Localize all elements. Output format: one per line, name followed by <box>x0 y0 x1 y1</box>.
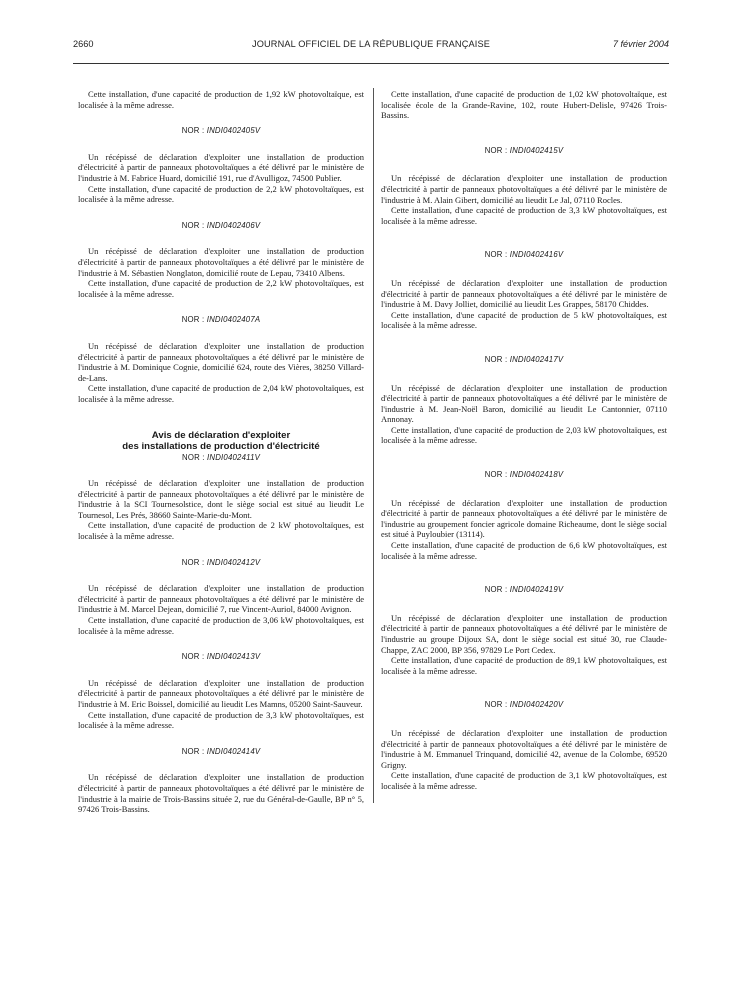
notice-entry <box>381 470 667 561</box>
notice-paragraph: Un récépissé de déclaration d'exploiter une installation de production d'électricité à partir de panneaux photovoltaïques a été délivré par le ministère de l'industrie à la mairie de Trois-Bassins située 2, rue du Général-de-Gaulle, BP n° 5, 97426 Trois-Bassins. <box>78 772 364 815</box>
notice-paragraph: Un récépissé de déclaration d'exploiter une installation de production d'électricité à partir de panneaux photovoltaïques a été délivré par le ministère de l'industrie à M. Alain Gibert, domicilié au lieudit Le Jal, 07110 Rocles. <box>381 173 667 205</box>
nor-code: INDI0402405V <box>206 126 261 136</box>
column-divider <box>373 88 374 803</box>
capacity-paragraph: Cette installation, d'une capacité de production de 2,2 kW photovoltaïques, est localisée à la même adresse. <box>78 183 364 205</box>
nor-label: NOR : <box>484 700 508 710</box>
nor-label: NOR : <box>181 652 205 662</box>
nor-code: INDI0402406V <box>206 220 261 230</box>
nor-label: NOR : <box>181 220 205 230</box>
capacity-paragraph: Cette installation, d'une capacité de production de 2,2 kW photovoltaïques, est localisée à la même adresse. <box>78 278 364 299</box>
capacity-paragraph: Cette installation, d'une capacité de production de 2,03 kW photovoltaïques, est localisée à la même adresse. <box>381 424 667 446</box>
nor-code: INDI0402413V <box>206 652 261 662</box>
notice-entry <box>381 585 667 676</box>
notice-entry <box>381 700 667 791</box>
nor-label: NOR : <box>181 557 205 567</box>
nor-code: INDI0402415V <box>509 145 564 155</box>
section-heading <box>78 430 364 452</box>
nor-code: INDI0402420V <box>509 700 564 710</box>
capacity-paragraph: Cette installation, d'une capacité de production de 2 kW photovoltaïques, est localisée à la même adresse. <box>78 520 364 542</box>
page-number: 2660 <box>73 39 94 49</box>
notice-paragraph: Un récépissé de déclaration d'exploiter une installation de production d'électricité à partir de panneaux photovoltaïques a été délivré par le ministère de l'industrie à la SCI Tournesolstice, dont le siège social est situé au lieudit Le Tournesol, Les Prés, 38660 Sainte-Marie-du-Mont. <box>78 478 364 520</box>
nor-reference <box>78 315 364 326</box>
intro-paragraph: Cette installation, d'une capacité de production de 1,92 kW photovoltaïque, est localisée à la même adresse. <box>78 89 364 110</box>
capacity-paragraph: Cette installation, d'une capacité de production de 6,6 kW photovoltaïques, est localisée à la même adresse. <box>381 540 667 561</box>
nor-reference <box>78 747 364 758</box>
notice-entry <box>78 652 364 731</box>
notice-entry <box>78 558 364 637</box>
notice-paragraph: Un récépissé de déclaration d'exploiter une installation de production d'électricité à partir de panneaux photovoltaïques a été délivré par le ministère de l'industrie à M. Emmanuel Trinquand, domicilié 42, avenue de la Colombe, 69520 Grigny. <box>381 727 667 770</box>
nor-label: NOR : <box>484 470 508 480</box>
notice-entry <box>78 221 364 300</box>
nor-reference <box>78 652 364 663</box>
header-rule <box>73 63 669 64</box>
notice-paragraph: Un récépissé de déclaration d'exploiter une installation de production d'électricité à partir de panneaux photovoltaïques a été délivré par le ministère de l'industrie à M. Fabrice Huard, domicilié 191, rue d'Avulligoz, 74500 Publier. <box>78 151 364 183</box>
notice-paragraph: Un récépissé de déclaration d'exploiter une installation de production d'électricité à partir de panneaux photovoltaïques a été délivré par le ministère de l'industrie à M. Dominique Cognie, domicilié 624, route des Vières, 38250 Villard-de-Lans. <box>78 340 364 383</box>
nor-code: INDI0402419V <box>509 585 564 595</box>
nor-reference <box>78 221 364 232</box>
nor-code: INDI0402416V <box>509 250 564 260</box>
nor-reference <box>381 700 667 711</box>
nor-code: INDI0402412V <box>206 557 261 567</box>
notice-paragraph: Un récépissé de déclaration d'exploiter une installation de production d'électricité à partir de panneaux photovoltaïques a été délivré par le ministère de l'industrie à M. Jean-Noël Baron, domicilié au lieudit Le Cantonnier, 07110 Annonay. <box>381 382 667 425</box>
capacity-paragraph: Cette installation, d'une capacité de production de 3,3 kW photovoltaïques, est localisée à la même adresse. <box>78 709 364 731</box>
nor-code: INDI0402414V <box>206 746 261 756</box>
notice-entry <box>381 355 667 446</box>
notice-paragraph: Un récépissé de déclaration d'exploiter une installation de production d'électricité à partir de panneaux photovoltaïques a été délivré par le ministère de l'industrie à M. Sébastien Nonglaton, domicilié route de Lepau, 73410 Albens. <box>78 246 364 278</box>
notice-entry <box>381 250 667 331</box>
nor-label: NOR : <box>181 746 205 756</box>
nor-label: NOR : <box>484 354 508 364</box>
nor-label: NOR : <box>181 126 205 136</box>
notice-paragraph: Un récépissé de déclaration d'exploiter une installation de production d'électricité à partir de panneaux photovoltaïques a été délivré par le ministère de l'industrie au groupement foncier agricole domaine Richeaume, dont le siège social est situé à Puyloubier (13114). <box>381 497 667 540</box>
nor-reference <box>381 585 667 596</box>
intro-paragraph: Cette installation, d'une capacité de production de 1,02 kW photovoltaïque, est localisée école de la Grande-Ravine, 102, route Hubert-Delisle, 97426 Trois-Bassins. <box>381 89 667 121</box>
section-title-line2: des installations de production d'électricité <box>122 441 320 453</box>
issue-date: 7 février 2004 <box>612 39 669 49</box>
nor-label: NOR : <box>484 145 508 155</box>
notice-paragraph: Un récépissé de déclaration d'exploiter une installation de production d'électricité à partir de panneaux photovoltaïques a été délivré par le ministère de l'industrie à M. Marcel Dejean, domicilié 7, rue Vincent-Auriol, 84000 Avignon. <box>78 583 364 615</box>
nor-reference <box>381 470 667 481</box>
capacity-paragraph: Cette installation, d'une capacité de production de 3,1 kW photovoltaïques, est localisée à la même adresse. <box>381 770 667 791</box>
notice-entry <box>78 747 364 815</box>
notice-entry <box>78 453 364 541</box>
notice-paragraph: Un récépissé de déclaration d'exploiter une installation de production d'électricité à partir de panneaux photovoltaïques a été délivré par le ministère de l'industrie à M. Davy Jolliet, domicilié au lieudit Les Grappes, 58170 Chiddes. <box>381 277 667 310</box>
capacity-paragraph: Cette installation, d'une capacité de production de 3,3 kW photovoltaïques, est localisée à la même adresse. <box>381 205 667 226</box>
nor-code: INDI0402411V <box>207 453 261 463</box>
capacity-paragraph: Cette installation, d'une capacité de production de 89,1 kW photovoltaïques, est localisée à la même adresse. <box>381 655 667 676</box>
nor-label: NOR : <box>484 585 508 595</box>
nor-reference <box>78 453 364 464</box>
right-column <box>381 89 667 792</box>
nor-label: NOR : <box>484 250 508 260</box>
notice-entry <box>78 126 364 205</box>
nor-label: NOR : <box>181 315 205 325</box>
capacity-paragraph: Cette installation, d'une capacité de production de 3,06 kW photovoltaïques, est localisée à la même adresse. <box>78 615 364 636</box>
nor-label: NOR : <box>181 453 205 463</box>
section-title-line1: Avis de déclaration d'exploiter <box>151 430 291 442</box>
journal-title: JOURNAL OFFICIEL DE LA RÉPUBLIQUE FRANÇAISE <box>251 39 491 49</box>
notice-paragraph: Un récépissé de déclaration d'exploiter une installation de production d'électricité à partir de panneaux photovoltaïques a été délivré par le ministère de l'industrie à M. Eric Boissel, domicilié au lieudit Les Mamns, 05200 Saint-Sauveur. <box>78 677 364 709</box>
notice-entry <box>381 146 667 227</box>
nor-code: INDI0402418V <box>509 470 564 480</box>
page-header <box>73 39 669 55</box>
left-column <box>78 89 364 815</box>
notice-paragraph: Un récépissé de déclaration d'exploiter une installation de production d'électricité à partir de panneaux photovoltaïques a été délivré par le ministère de l'industrie au groupe Dijoux SA, dont le siège social est situé 30, rue Claude-Chappe, ZAC 2000, BP 356, 97829 Le Port Cedex. <box>381 612 667 655</box>
nor-reference <box>78 558 364 569</box>
nor-code: INDI0402407A <box>206 315 261 325</box>
nor-reference <box>381 250 667 261</box>
capacity-paragraph: Cette installation, d'une capacité de production de 2,04 kW photovoltaïques, est localisée à la même adresse. <box>78 383 364 404</box>
nor-reference <box>78 126 364 137</box>
notice-entry <box>78 315 364 404</box>
nor-code: INDI0402417V <box>509 354 564 364</box>
nor-reference <box>381 146 667 157</box>
capacity-paragraph: Cette installation, d'une capacité de production de 5 kW photovoltaïques, est localisée à la même adresse. <box>381 309 667 331</box>
nor-reference <box>381 355 667 366</box>
